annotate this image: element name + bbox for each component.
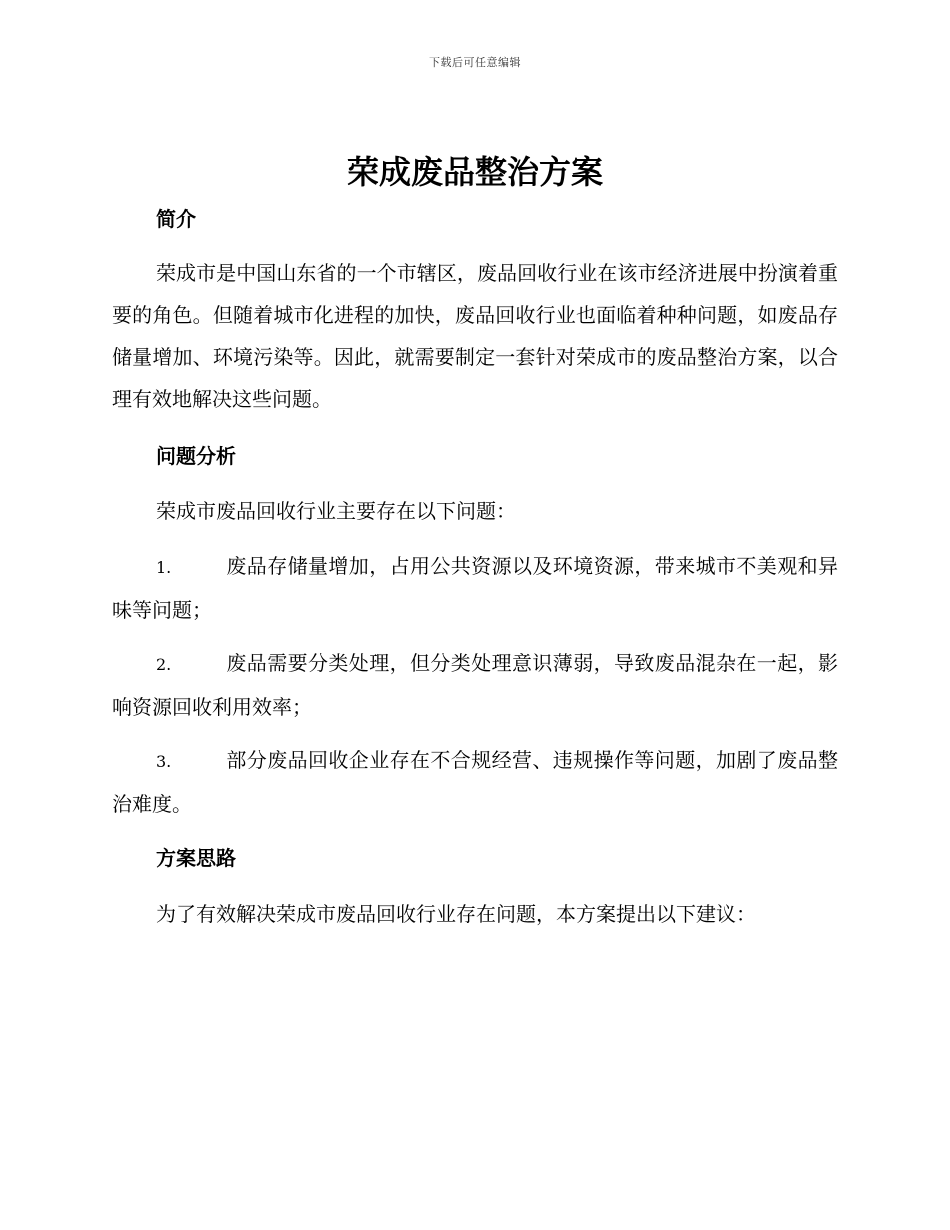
list-item-text: 废品存储量增加，占用公共资源以及环境资源，带来城市不美观和异味等问题；: [112, 554, 838, 622]
problem-list-item: [112, 739, 838, 825]
list-item-number: 2.: [156, 655, 172, 674]
problem-list-item: [112, 642, 838, 728]
section-heading-solution-approach: 方案思路: [156, 846, 236, 870]
problem-intro-paragraph: 荣成市废品回收行业主要存在以下问题：: [156, 499, 516, 523]
list-item-text: 部分废品回收企业存在不合规经营、违规操作等问题，加剧了废品整治难度。: [112, 748, 838, 816]
page-header-note: 下载后可任意编辑: [429, 56, 521, 69]
list-item-number: 1.: [156, 558, 172, 577]
intro-paragraph: 荣成市是中国山东省的一个市辖区，废品回收行业在该市经济进展中扮演着重要的角色。但随着城市化进程的加快，废品回收行业也面临着种种问题，如废品存储量增加、环境污染等。因此，就需要制定一套针对荣成市的废品整治方案，以合理有效地解决这些问题。: [112, 261, 838, 411]
section-heading-problem-analysis: 问题分析: [156, 444, 236, 468]
section-heading-intro: 简介: [156, 207, 196, 231]
document-title: 荣成废品整治方案: [346, 153, 603, 191]
solution-intro-paragraph: 为了有效解决荣成市废品回收行业存在问题，本方案提出以下建议：: [156, 902, 756, 926]
list-item-text: 废品需要分类处理，但分类处理意识薄弱，导致废品混杂在一起，影响资源回收利用效率；: [112, 651, 838, 719]
problem-list-item: [112, 545, 838, 631]
list-item-number: 3.: [156, 752, 172, 771]
